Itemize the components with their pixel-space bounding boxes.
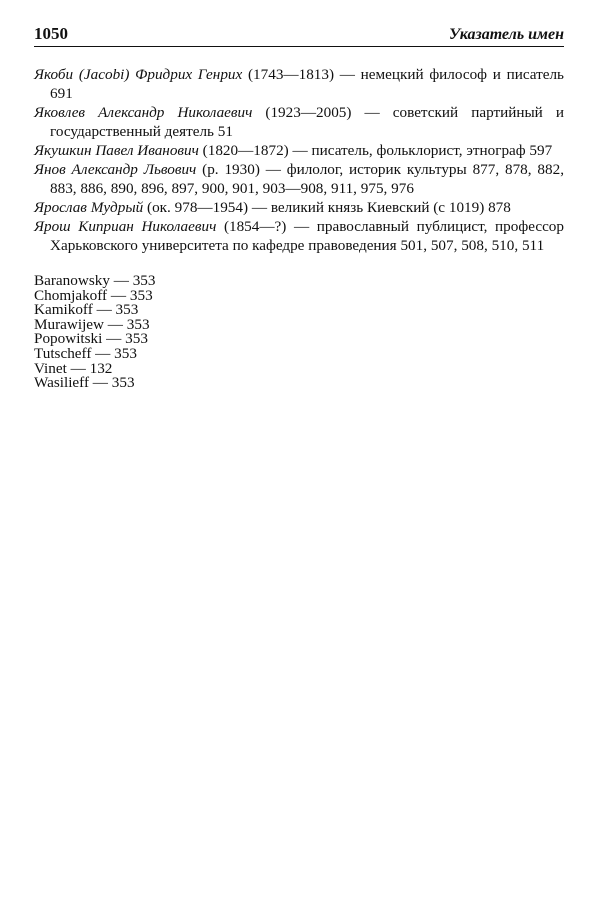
latin-index-item: Chomjakoff — 353 xyxy=(34,286,153,304)
name-index-entries xyxy=(34,65,564,255)
index-entry xyxy=(34,141,564,160)
index-entry xyxy=(34,65,564,103)
index-entry xyxy=(34,103,564,141)
entry-name: Якоби (Jacobi) Фридрих Генрих xyxy=(34,66,243,83)
entry-text: (р. 1930) — филолог, историк культуры 877, 878, 882, 883, 886, 890, 896, 897, 900, 901, 903—908, 911, 975, 976 xyxy=(50,161,564,197)
latin-index-item: Wasilieff — 353 xyxy=(34,374,135,392)
page-number: 1050 xyxy=(34,24,68,43)
entry-name: Янов Александр Львович xyxy=(34,161,197,178)
index-entry xyxy=(34,160,564,198)
entry-name: Ярош Киприан Николаевич xyxy=(34,218,217,235)
book-page xyxy=(34,24,564,391)
entry-text: (ок. 978—1954) — великий князь Киевский (с 1019) 878 xyxy=(143,199,511,216)
latin-index-item: Kamikoff — 353 xyxy=(34,301,139,319)
running-head xyxy=(34,24,564,47)
entry-text: (1743—1813) — немецкий философ и писатель 691 xyxy=(50,66,564,102)
latin-index-item: Popowitski — 353 xyxy=(34,330,148,348)
latin-index-item: Vinet — 132 xyxy=(34,359,113,377)
latin-name-index xyxy=(34,274,564,391)
entry-text: (1820—1872) — писатель, фольклорист, этнограф 597 xyxy=(198,142,553,159)
index-entry xyxy=(34,198,564,217)
entry-text: (1923—2005) — советский партийный и государственный деятель 51 xyxy=(50,104,565,140)
latin-index-item: Murawijew — 353 xyxy=(34,315,150,333)
latin-index-item: Tutscheff — 353 xyxy=(34,344,137,362)
entry-name: Яковлев Александр Николаевич xyxy=(34,104,253,121)
entry-name: Якушкин Павел Иванович xyxy=(34,142,199,159)
latin-index-item: Baranowsky — 353 xyxy=(34,272,156,289)
section-title: Указатель имен xyxy=(449,26,564,43)
entry-name: Ярослав Мудрый xyxy=(34,199,144,216)
entry-text: (1854—?) — православный публицист, профессор Харьковского университета по кафедре правоведения 501, 507, 508, 510, 511 xyxy=(50,218,564,254)
index-entry xyxy=(34,217,564,255)
